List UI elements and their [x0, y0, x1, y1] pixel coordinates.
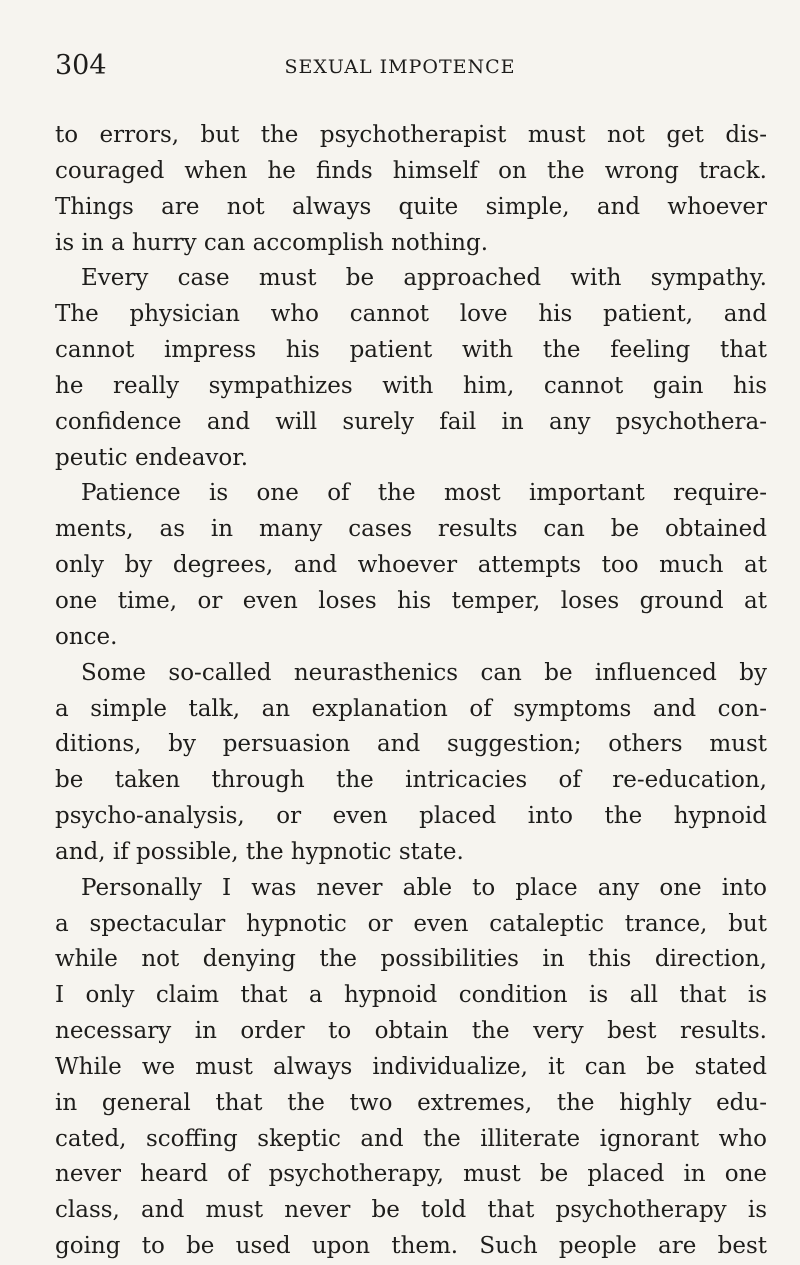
- text-line: peutic endeavor.: [55, 444, 249, 471]
- text-line: Some so-called neurasthenics can be influenced by: [81, 659, 767, 686]
- paragraph: [55, 118, 767, 261]
- paragraph: [55, 656, 767, 871]
- text-line: While we must always individualize, it can be stated: [55, 1053, 767, 1080]
- text-line: psycho-analysis, or even placed into the hypnoid: [55, 803, 767, 830]
- text-line: while not denying the possibilities in this direction,: [55, 946, 767, 973]
- text-line: confidence and will surely fail in any psychothera-: [55, 408, 767, 435]
- paragraph: [55, 261, 767, 476]
- text-line: is in a hurry can accomplish nothing.: [55, 229, 489, 256]
- text-line: once.: [55, 623, 118, 650]
- text-line: and, if possible, the hypnotic state.: [55, 838, 464, 865]
- text-line: Patience is one of the most important require-: [81, 480, 767, 507]
- text-line: Every case must be approached with sympathy.: [81, 265, 767, 292]
- text-line: Things are not always quite simple, and whoever: [55, 193, 767, 220]
- text-line: be taken through the intricacies of re-education,: [55, 767, 767, 794]
- text-line: cated, scoffing skeptic and the illiterate ignorant who: [55, 1125, 767, 1152]
- text-line: necessary in order to obtain the very best results.: [55, 1018, 767, 1045]
- text-line: one time, or even loses his temper, loses ground at: [55, 587, 767, 614]
- text-line: Personally I was never able to place any one into: [81, 874, 767, 901]
- text-line: ditions, by persuasion and suggestion; others must: [55, 731, 767, 758]
- text-line: he really sympathizes with him, cannot gain his: [55, 372, 767, 399]
- text-line: a simple talk, an explanation of symptoms and con-: [55, 695, 767, 722]
- text-line: going to be used upon them. Such people are best: [55, 1233, 767, 1260]
- running-title: SEXUAL IMPOTENCE: [284, 56, 516, 78]
- text-line: class, and must never be told that psychotherapy is: [55, 1197, 767, 1224]
- text-line: couraged when he finds himself on the wrong track.: [55, 157, 767, 184]
- text-line: to errors, but the psychotherapist must not get dis-: [55, 122, 767, 148]
- body-text: [55, 118, 767, 1265]
- text-line: in general that the two extremes, the highly edu-: [55, 1089, 767, 1116]
- paragraph: [55, 476, 767, 655]
- page-number: 304: [55, 50, 107, 81]
- text-line: I only claim that a hypnoid condition is all that is: [55, 982, 767, 1009]
- text-line: never heard of psychotherapy, must be placed in one: [55, 1161, 767, 1188]
- text-line: only by degrees, and whoever attempts too much at: [55, 552, 767, 579]
- text-line: a spectacular hypnotic or even cataleptic trance, but: [55, 910, 767, 937]
- text-line: cannot impress his patient with the feeling that: [55, 337, 767, 364]
- text-line: The physician who cannot love his patient, and: [55, 301, 767, 328]
- text-line: ments, as in many cases results can be obtained: [55, 516, 767, 543]
- paragraph: [55, 871, 767, 1265]
